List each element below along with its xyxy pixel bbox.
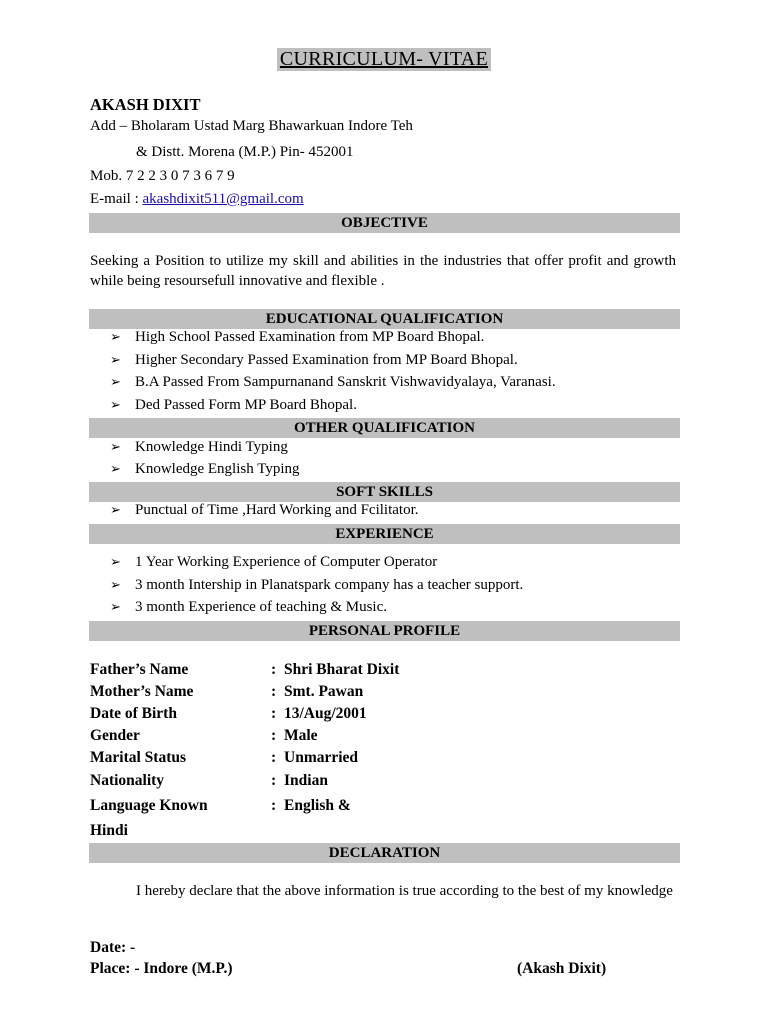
profile-label-nationality: Nationality: [90, 772, 165, 789]
soft-skills-heading-text: SOFT SKILLS: [336, 484, 433, 500]
other-qualification-heading-text: OTHER QUALIFICATION: [294, 420, 475, 436]
email-label: E-mail :: [90, 191, 143, 207]
arrowhead-bullet-icon: ➢: [110, 462, 121, 477]
list-item: ➢ Ded Passed Form MP Board Bhopal.: [110, 397, 357, 413]
declaration-heading-text: DECLARATION: [328, 845, 441, 861]
arrowhead-bullet-icon: ➢: [110, 555, 121, 570]
profile-value-father: Shri Bharat Dixit: [284, 661, 400, 678]
profile-value-gender: Male: [284, 727, 318, 744]
profile-colon: :: [271, 705, 277, 722]
profile-label-marital: Marital Status: [90, 749, 187, 766]
objective-heading-text: OBJECTIVE: [341, 215, 428, 231]
arrowhead-bullet-icon: ➢: [110, 353, 121, 368]
profile-label-father: Father’s Name: [90, 661, 189, 678]
personal-profile-heading-text: PERSONAL PROFILE: [308, 623, 461, 639]
list-item: ➢ B.A Passed From Sampurnanand Sanskrit Vishwavidyalaya, Varanasi.: [110, 374, 556, 390]
profile-language-overflow: Hindi: [90, 822, 128, 839]
list-item: ➢ 3 month Intership in Planatspark company has a teacher support.: [110, 577, 524, 593]
mobile-number: Mob. 7 2 2 3 0 7 3 6 7 9: [90, 168, 235, 184]
arrowhead-bullet-icon: ➢: [110, 375, 121, 390]
objective-heading: [89, 213, 680, 233]
arrowhead-bullet-icon: ➢: [110, 330, 121, 345]
document-title-text: CURRICULUM- VITAE: [277, 48, 491, 71]
profile-value-language: English &: [284, 797, 351, 814]
arrowhead-bullet-icon: ➢: [110, 398, 121, 413]
place-line: Place: - Indore (M.P.): [90, 960, 233, 977]
document-title: [0, 48, 768, 71]
declaration-heading: [89, 843, 680, 863]
list-item: ➢ Knowledge English Typing: [110, 461, 300, 477]
candidate-name: AKASH DIXIT: [90, 95, 201, 114]
arrowhead-bullet-icon: ➢: [110, 440, 121, 455]
date-line: Date: -: [90, 939, 136, 956]
profile-label-mother: Mother’s Name: [90, 683, 194, 700]
email-link[interactable]: akashdixit511@gmail.com: [142, 191, 304, 207]
profile-colon: :: [271, 661, 277, 678]
arrowhead-bullet-icon: ➢: [110, 503, 121, 518]
list-item: ➢ Punctual of Time ,Hard Working and Fcilitator.: [110, 502, 419, 518]
profile-label-gender: Gender: [90, 727, 140, 744]
experience-heading: [89, 524, 680, 544]
address-line-1: Add – Bholaram Ustad Marg Bhawarkuan Indore Teh: [90, 118, 413, 134]
signature: (Akash Dixit): [517, 960, 607, 977]
education-heading: [89, 309, 680, 329]
profile-colon: :: [271, 772, 277, 789]
list-item: ➢ Higher Secondary Passed Examination from MP Board Bhopal.: [110, 352, 518, 368]
soft-skills-heading: [89, 482, 680, 502]
profile-value-marital: Unmarried: [284, 749, 359, 766]
profile-value-mother: Smt. Pawan: [284, 683, 364, 700]
arrowhead-bullet-icon: ➢: [110, 578, 121, 593]
address-line-2: & Distt. Morena (M.P.) Pin- 452001: [136, 144, 354, 160]
list-item: ➢ Knowledge Hindi Typing: [110, 439, 288, 455]
objective-text: Seeking a Position to utilize my skill and abilities in the industries that offer profit and growth while being resoursefull innovative and flexible .: [90, 253, 676, 289]
other-qualification-heading: [89, 418, 680, 438]
email-line: [90, 191, 304, 208]
list-item: ➢ High School Passed Examination from MP Board Bhopal.: [110, 329, 485, 345]
list-item: ➢ 1 Year Working Experience of Computer Operator: [110, 554, 438, 570]
education-heading-text: EDUCATIONAL QUALIFICATION: [265, 311, 504, 327]
arrowhead-bullet-icon: ➢: [110, 600, 121, 615]
personal-profile-heading: [89, 621, 680, 641]
experience-heading-text: EXPERIENCE: [335, 526, 434, 542]
profile-colon: :: [271, 727, 277, 744]
profile-colon: :: [271, 749, 277, 766]
profile-label-dob: Date of Birth: [90, 705, 177, 722]
profile-label-language: Language Known: [90, 797, 208, 814]
declaration-text: I hereby declare that the above information is true according to the best of my knowledge: [136, 883, 673, 899]
profile-value-dob: 13/Aug/2001: [284, 705, 367, 722]
list-item: ➢ 3 month Experience of teaching & Music.: [110, 599, 388, 615]
profile-value-nationality: Indian: [284, 772, 328, 789]
profile-colon: :: [271, 797, 277, 814]
profile-colon: :: [271, 683, 277, 700]
